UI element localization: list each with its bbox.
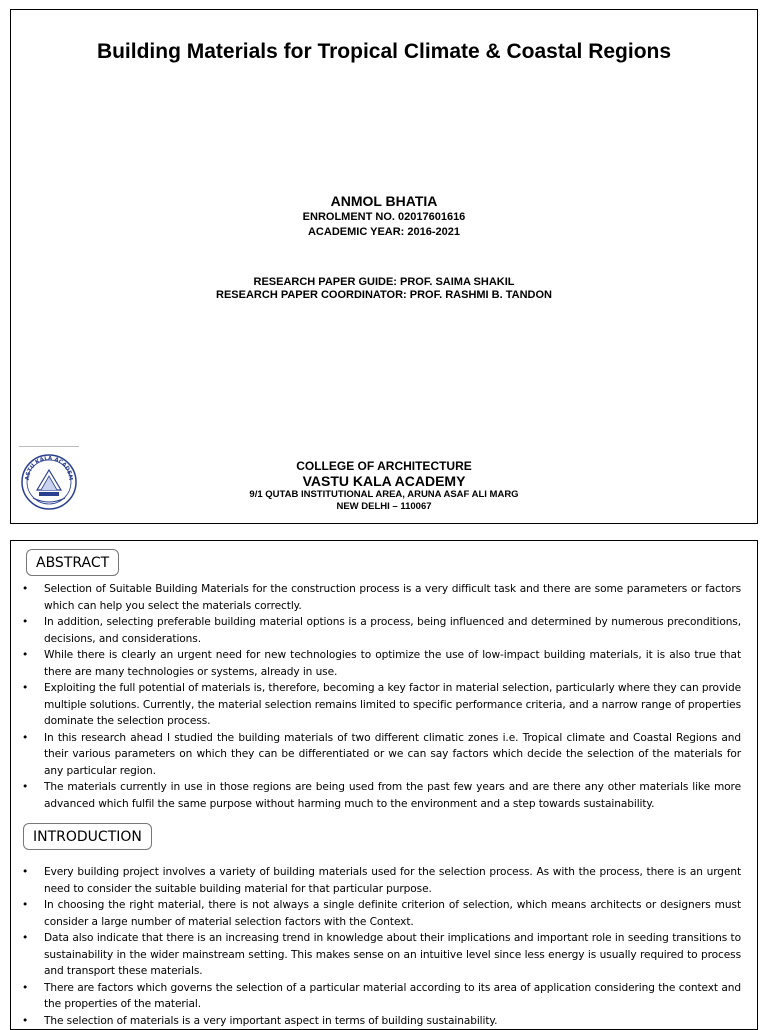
list-item: • In addition, selecting preferable building material options is a process, being influenced and determined by numerous preconditions, decisions, and considerations.	[44, 614, 741, 647]
address-line-1: 9/1 QUTAB INSTITUTIONAL AREA, ARUNA ASAF ALI MARG	[249, 489, 519, 500]
svg-text:VASTU KALA ACADEMY: ASTU KALA ACADEM	[24, 455, 74, 481]
academic-year: ACADEMIC YEAR: 2016-2021	[307, 226, 461, 238]
list-item: • Selection of Suitable Building Materials for the construction process is a very difficult task and there are some parameters or factors which can help you select the materials correctly.	[44, 581, 741, 614]
paper-title: Building Materials for Tropical Climate & Coastal Regions	[96, 40, 672, 63]
paper-guide: RESEARCH PAPER GUIDE: PROF. SAIMA SHAKIL	[253, 276, 515, 288]
cover-slide	[10, 9, 758, 524]
abstract-list	[11, 581, 757, 812]
list-item: • Exploiting the full potential of materials is, therefore, becoming a key factor in material selection, particularly where they can provide multiple solutions. Currently, the material selection remains limited to specific performance criteria, and a narrow range of properties dominate the selection process.	[44, 680, 741, 730]
enrolment-number: ENROLMENT NO. 02017601616	[302, 211, 466, 223]
college-name: COLLEGE OF ARCHITECTURE	[296, 459, 472, 473]
list-item: • In choosing the right material, there is not always a single definite criterion of selection, which means architects or designers must consider a large number of material selection factors with the Context.	[44, 897, 741, 930]
list-item: • While there is clearly an urgent need for new technologies to optimize the use of low-impact building materials, it is also true that there are many technologies or systems, already in use.	[44, 647, 741, 680]
address-line-2: NEW DELHI – 110067	[336, 501, 432, 512]
author-block	[11, 193, 757, 240]
list-item: • There are factors which governs the selection of a particular material according to its area of application considering the context and the properties of the material.	[44, 980, 741, 1013]
guide-block	[11, 276, 757, 302]
abstract-heading: ABSTRACT	[26, 549, 119, 576]
list-item: • Every building project involves a variety of building materials used for the selection process. As with the process, there is an urgent need to consider the suitable building material for that particular purpose.	[44, 864, 741, 897]
academy-name: VASTU KALA ACADEMY	[302, 473, 466, 489]
list-item: • In this research ahead I studied the building materials of two different climatic zones i.e. Tropical climate and Coastal Regions and their various parameters on which they can be differentiated or we can say factors which decide the selection of the materials for any particular region.	[44, 730, 741, 780]
introduction-list	[11, 864, 757, 1029]
paper-coordinator: RESEARCH PAPER COORDINATOR: PROF. RASHMI B. TANDON	[216, 289, 552, 301]
list-item: • Data also indicate that there is an increasing trend in knowledge about their implications and important role in seeding transitions to sustainability in the wider mainstream setting. This makes sense on an intuitive level since less energy is usually required to process and transport these materials.	[44, 930, 741, 980]
college-block	[11, 459, 757, 513]
list-item: • The materials currently in use in those regions are being used from the past few years and are there any other materials like more advanced which fulfil the same purpose without harming much to the environment and a step towards sustainability.	[44, 779, 741, 812]
author-name: ANMOL BHATIA	[330, 193, 438, 209]
abstract-slide	[10, 540, 758, 1030]
list-item: • The selection of materials is a very important aspect in terms of building sustainability.	[44, 1013, 741, 1030]
introduction-heading: INTRODUCTION	[23, 823, 152, 850]
